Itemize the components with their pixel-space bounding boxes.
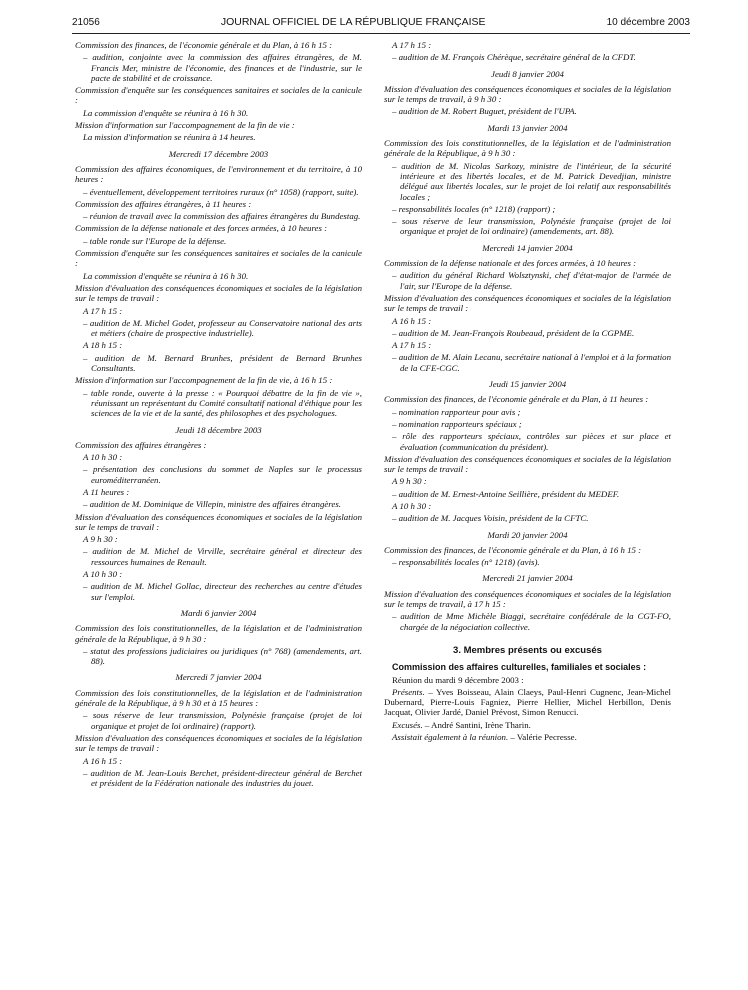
agenda-item: – rôle des rapporteurs spéciaux, contrôles sur pièces et sur place et évaluation (communication du président). (392, 431, 671, 452)
excuses-paragraph (384, 720, 671, 730)
date-heading: Jeudi 8 janvier 2004 (491, 68, 564, 79)
agenda-item: – audition de M. Dominique de Villepin, ministre des affaires étrangères. (83, 499, 341, 510)
agenda-item: – sous réserve de leur transmission, Polynésie française (projet de loi organique et projet de loi ordinaire) (rapport). (83, 710, 362, 731)
date-heading: Mercredi 21 janvier 2004 (482, 573, 573, 584)
organ-heading: Mission d'évaluation des conséquences économiques et sociales de la législation sur le temps de travail, à 17 h 15 : (384, 588, 671, 610)
time-label: A 16 h 15 : (83, 755, 123, 766)
page-header (72, 14, 690, 30)
agenda-item: – audition, conjointe avec la commission des affaires étrangères, de M. Francis Mer, ministre de l'économie, des finances et de l'industrie, sur le pacte de stabilité et de croissance. (83, 52, 362, 83)
note-line: La mission d'information se réunira à 14 heures. (83, 132, 256, 143)
note-line: La commission d'enquête se réunira à 16 h 30. (83, 270, 249, 281)
time-label: A 9 h 30 : (83, 534, 118, 545)
organ-heading: Commission des finances, de l'économie générale et du Plan, à 16 h 15 : (384, 544, 642, 555)
time-label: A 17 h 15 : (392, 340, 432, 351)
agenda-item: – audition de M. Robert Buguet, président de l'UPA. (392, 106, 577, 117)
journal-title: JOURNAL OFFICIEL DE LA RÉPUBLIQUE FRANÇAISE (220, 16, 486, 28)
time-label: A 11 heures : (83, 486, 130, 497)
organ-heading: Commission des lois constitutionnelles, de la législation et de l'administration générale de la République, à 9 h 30 : (75, 623, 362, 644)
agenda-item: – audition de M. Jean-François Roubeaud, président de la CGPME. (392, 327, 635, 338)
organ-heading: Commission des affaires étrangères, à 11 heures : (75, 198, 252, 209)
entry-block (384, 138, 671, 237)
agenda-item: – audition de M. Jacques Voisin, président de la CFTC. (392, 513, 589, 524)
organ-heading: Mission d'évaluation des conséquences économiques et sociales de la législation sur le temps de travail : (75, 511, 362, 532)
presents-label: Présents. (392, 686, 425, 697)
excuses-text: – André Santini, Irène Tharin. (422, 719, 531, 730)
time-label: A 9 h 30 : (392, 476, 427, 487)
time-label: A 18 h 15 : (83, 340, 123, 351)
entry-block (384, 589, 671, 632)
presents-paragraph (384, 687, 671, 718)
agenda-item: – présentation des conclusions du sommet de Naples sur le processus euroméditerranéen. (83, 464, 362, 485)
agenda-item: – audition de M. Alain Lecanu, secrétaire national à l'emploi et à la formation de la CFE-CGC. (392, 352, 671, 373)
header-rule (72, 33, 690, 34)
time-label: A 17 h 15 : (392, 40, 432, 50)
organ-heading: Mission d'évaluation des conséquences économiques et sociales de la législation sur le temps de travail, à 9 h 30 : (384, 83, 671, 105)
entry-block (384, 84, 671, 117)
organ-heading: Mission d'information sur l'accompagnement de la fin de vie : (75, 120, 295, 131)
entry-block (384, 394, 671, 523)
agenda-item: – éventuellement, développement territoires ruraux (n° 1058) (rapport, suite). (83, 186, 359, 197)
entry-block (75, 688, 362, 789)
agenda-item: – réunion de travail avec la commission des affaires étrangères du Bundestag. (83, 211, 361, 222)
time-label: A 17 h 15 : (83, 305, 123, 316)
organ-heading: Commission d'enquête sur les conséquences sanitaires et sociales de la canicule : (75, 248, 362, 269)
meeting-line: Réunion du mardi 9 décembre 2003 : (392, 674, 524, 685)
agenda-item: – statut des professions judiciaires ou juridiques (n° 768) (amendements, art. 88). (83, 645, 362, 667)
agenda-item: – audition de M. Nicolas Sarkozy, ministre de l'intérieur, de la sécurité intérieure et des libertés locales, et de M. Patrick Devedjian, ministre délégué aux libertés locales, sur le projet de loi relatif aux responsabilités locales ; (392, 160, 671, 202)
organ-heading: Mission d'évaluation des conséquences économiques et sociales de la législation sur le temps de travail : (384, 292, 671, 314)
date-heading: Mardi 6 janvier 2004 (180, 607, 257, 618)
agenda-item: – audition de M. Michel Gollac, directeur des recherches au centre d'études sur l'emploi. (83, 581, 362, 602)
agenda-item: – responsabilités locales (n° 1218) (avis). (392, 557, 540, 568)
right-column (384, 40, 671, 744)
entry-block (75, 164, 362, 419)
organ-heading: Commission des lois constitutionnelles, de la législation et de l'administration générale de la République, à 9 h 30 : (384, 138, 671, 159)
page-number: 21056 (72, 16, 100, 28)
presents-text: – Yves Boisseau, Alain Claeys, Paul-Henri Cugnenc, Jean-Michel Dubernard, Pierre-Louis Fagniez, Pierre Hellier, Michel Herbillon, Denis Jacquat, Olivier Jardé, Daniel Prévost, Simon Renucci. (384, 686, 671, 718)
entry-block (384, 40, 671, 63)
agenda-item: – nomination rapporteurs spéciaux ; (392, 418, 522, 429)
organ-heading: Commission des lois constitutionnelles, de la législation et de l'administration générale de la République, à 9 h 30 et à 15 heures : (75, 687, 362, 709)
time-label: A 10 h 30 : (392, 500, 432, 511)
agenda-item: – audition du général Richard Wolsztynski, chef d'état-major de l'armée de l'air, sur l'Europe de la défense. (392, 270, 671, 291)
organ-heading: Commission de la défense nationale et des forces armées, à 10 heures : (384, 258, 637, 269)
organ-heading: Commission d'enquête sur les conséquences sanitaires et sociales de la canicule : (75, 85, 362, 106)
date-heading: Jeudi 15 janvier 2004 (488, 379, 567, 390)
organ-heading: Mission d'évaluation des conséquences économiques et sociales de la législation sur le temps de travail : (75, 732, 362, 754)
organ-heading: Mission d'information sur l'accompagnement de la fin de vie, à 16 h 15 : (75, 375, 333, 386)
date-heading: Mercredi 17 décembre 2003 (168, 148, 269, 159)
agenda-item: – audition de M. François Chérèque, secrétaire général de la CFDT. (392, 52, 636, 63)
assistait-text: – Valérie Pecresse. (508, 732, 577, 743)
entry-block (384, 545, 671, 568)
date-heading: Mardi 20 janvier 2004 (487, 529, 568, 540)
agenda-item: – audition de M. Jean-Louis Berchet, président-directeur général de Berchet et président de la Fédération nationale des industries du jouet. (83, 767, 362, 789)
date-heading: Mardi 13 janvier 2004 (487, 122, 568, 133)
agenda-item: – table ronde, ouverte à la presse : « Pourquoi débattre de la fin de vie », réunissant un représentant du Comité consultatif national d'éthique pour les sciences de la vie et de la santé, des philosophes et des psychologues. (83, 387, 362, 419)
commission-title: Commission des affaires culturelles, familiales et sociales : (392, 662, 647, 673)
date-heading: Mercredi 7 janvier 2004 (175, 672, 262, 683)
organ-heading: Commission des finances, de l'économie générale et du Plan, à 11 heures : (384, 394, 649, 405)
issue-date: 10 décembre 2003 (606, 16, 690, 28)
entry-block (75, 623, 362, 666)
excuses-label: Excusés. (392, 719, 423, 730)
entry-block (75, 40, 362, 143)
agenda-item: – audition de M. Michel Godet, professeur au Conservatoire national des arts et métiers (chaire de prospective industrielle). (83, 317, 362, 339)
organ-heading: Commission des finances, de l'économie générale et du Plan, à 16 h 15 : (75, 40, 333, 50)
time-label: A 10 h 30 : (83, 452, 123, 463)
agenda-item: – audition de M. Michel de Virville, secrétaire général et directeur des ressources humaines de Renault. (83, 546, 362, 567)
agenda-item: – responsabilités locales (n° 1218) (rapport) ; (392, 203, 556, 214)
date-heading: Jeudi 18 décembre 2003 (175, 424, 262, 435)
assistait-label: Assistait également à la réunion. (392, 732, 509, 743)
organ-heading: Commission de la défense nationale et des forces armées, à 10 heures : (75, 223, 328, 234)
agenda-item: – table ronde sur l'Europe de la défense. (83, 235, 227, 246)
assistait-paragraph (384, 732, 671, 742)
organ-heading: Mission d'évaluation des conséquences économiques et sociales de la législation sur le temps de travail : (384, 453, 671, 475)
time-label: A 10 h 30 : (83, 569, 123, 580)
organ-heading: Commission des affaires étrangères : (75, 439, 207, 450)
organ-heading: Commission des affaires économiques, de l'environnement et du territoire, à 10 heures : (75, 163, 362, 185)
organ-heading: Mission d'évaluation des conséquences économiques et sociales de la législation sur le temps de travail : (75, 282, 362, 304)
agenda-item: – audition de M. Bernard Brunhes, président de Bernard Brunhes Consultants. (83, 352, 362, 374)
agenda-item: – nomination rapporteur pour avis ; (392, 406, 521, 417)
entry-block (75, 440, 362, 602)
date-heading: Mercredi 14 janvier 2004 (482, 242, 573, 253)
agenda-item: – sous réserve de leur transmission, Polynésie française (projet de loi organique et projet de loi ordinaire) (amendements, art. 88). (392, 216, 671, 237)
left-column (75, 40, 362, 790)
agenda-item: – audition de Mme Michèle Biaggi, secrétaire confédérale de la CGT-FO, chargée de la négociation collective. (392, 611, 671, 632)
note-line: La commission d'enquête se réunira à 16 h 30. (83, 107, 249, 118)
entry-block (384, 258, 671, 373)
section-title: 3. Membres présents ou excusés (453, 644, 602, 656)
agenda-item: – audition de M. Ernest-Antoine Seillière, président du MEDEF. (392, 488, 620, 499)
time-label: A 16 h 15 : (392, 315, 432, 326)
